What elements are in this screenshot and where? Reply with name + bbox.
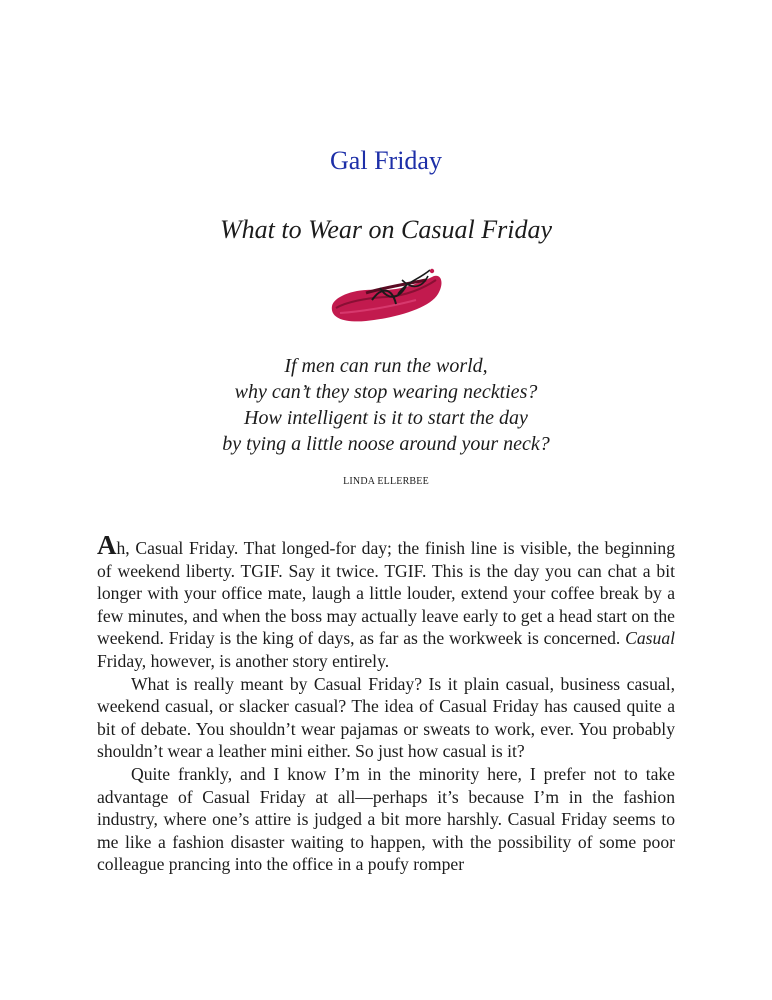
ballet-flat-shoe-icon bbox=[326, 266, 446, 326]
epigraph-line: by tying a little noose around your neck? bbox=[222, 433, 550, 455]
paragraph-3: Quite frankly, and I know I’m in the minority here, I prefer not to take advantage of Casual Friday at all—perhaps it’s because I’m in the fashion industry, where one’s attire is judged a bit more harshly. Casual Friday seems to me like a fashion disaster waiting to happen, with the possibility of some poor colleague prancing into the office in a poufy romper bbox=[97, 763, 675, 875]
chapter-title: Gal Friday bbox=[330, 146, 442, 175]
drop-cap: A bbox=[97, 530, 117, 560]
paragraph-2: What is really meant by Casual Friday? Is it plain casual, business casual, weekend casual, or slacker casual? The idea of Casual Friday has caused quite a bit of debate. You shouldn’t wear pajamas or sweats to work, ever. You probably shouldn’t wear a leather mini either. So just how casual is it? bbox=[97, 673, 675, 762]
epigraph-line: If men can run the world, bbox=[284, 355, 488, 377]
paragraph-1 bbox=[97, 530, 676, 673]
body-text bbox=[97, 530, 676, 876]
epigraph bbox=[0, 353, 772, 457]
epigraph-attribution: LINDA ELLERBEE bbox=[343, 476, 429, 487]
paragraph-1-text-end: Friday, however, is another story entirely. bbox=[97, 650, 390, 671]
paragraph-1-emphasis: Casual bbox=[625, 628, 676, 649]
epigraph-line: How intelligent is it to start the day bbox=[244, 407, 528, 429]
paragraph-1-text: h, Casual Friday. That longed-for day; the finish line is visible, the beginning of weekend liberty. TGIF. Say it twice. TGIF. This is the day you can chat a bit longer with your office mate, laugh a little louder, extend your coffee break by a few minutes, and when the boss may actually leave early to get a head start on the weekend. Friday is the king of days, as far as the workweek is concerned. bbox=[97, 538, 675, 649]
epigraph-line: why can’t they stop wearing neckties? bbox=[234, 381, 538, 403]
chapter-subtitle: What to Wear on Casual Friday bbox=[220, 215, 552, 244]
